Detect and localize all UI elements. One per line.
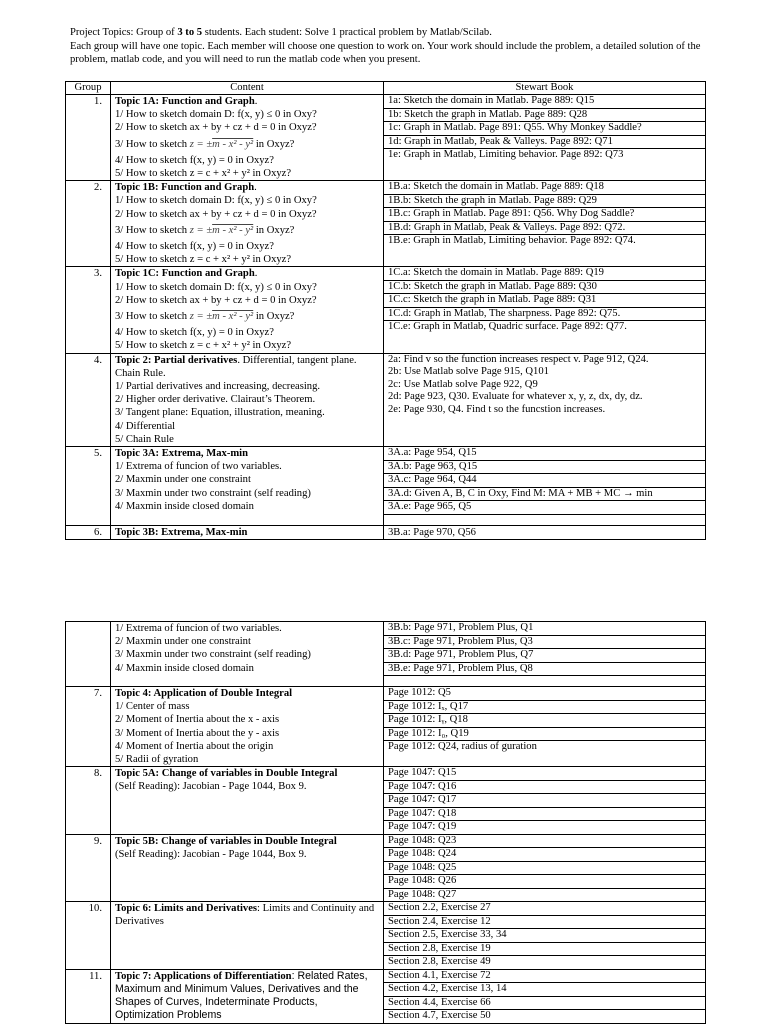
content-cell: Topic 3A: Extrema, Max-min 1/ Extrema of funcion of two variables. 2/ Maxmin under one constraint 3/ Maxmin under two constraint (self reading) 4/ Maxmin inside closed domain: [111, 447, 384, 526]
topic-title: Topic 3A: Extrema, Max-min: [115, 448, 249, 460]
book-cell: 1B.a: Sketch the domain in Matlab. Page 889: Q18 1B.b: Sketch the graph in Matlab. Page 889: Q29 1B.c: Graph in Matlab. Page 891: Q56. Why Dog Saddle? 1B.d: Graph in Matlab, Peak & Valleys. Page 892: Q72. 1B.e: Graph in Matlab, Limiting behavior. Page 892: Q74.: [384, 181, 706, 267]
table-row: [66, 95, 706, 181]
table-row: [66, 902, 706, 970]
group-number: 7.: [66, 687, 111, 767]
book-cell: 1C.a: Sketch the domain in Matlab. Page 889: Q19 1C.b: Sketch the graph in Matlab. Page 889: Q30 1C.c: Sketch the graph in Matlab. Page 889: Q31 1C.d: Graph in Matlab, The sharpness. Page 892: Q75. 1C.e: Graph in Matlab, Quadric surface. Page 892: Q77.: [384, 267, 706, 353]
book-cell: Page 1047: Q15 Page 1047: Q16 Page 1047: Q17 Page 1047: Q18 Page 1047: Q19: [384, 767, 706, 835]
table-row: [66, 767, 706, 835]
content-cell: 1/ Extrema of funcion of two variables. 2/ Maxmin under one constraint 3/ Maxmin under two constraint (self reading) 4/ Maxmin inside closed domain: [111, 622, 384, 687]
formula: z = ±m - x² - y²: [189, 224, 254, 236]
group-number: 3.: [66, 267, 111, 353]
content-cell: Topic 5A: Change of variables in Double Integral (Self Reading): Jacobian - Page 1044, Box 9.: [111, 767, 384, 835]
group-number: 9.: [66, 834, 111, 902]
formula: z = ±m - x² - y²: [189, 311, 254, 323]
table-row: [66, 353, 706, 446]
topics-table-page-2: [65, 621, 706, 1024]
book-cell: 3A.a: Page 954, Q15 3A.b: Page 963, Q15 3A.c: Page 964, Q44 3A.d: Given A, B, C in Oxy, Find M: MA + MB + MC → min 3A.e: Page 965, Q5: [384, 447, 706, 526]
header-group: Group: [66, 82, 111, 95]
group-number: 8.: [66, 767, 111, 835]
topic-title: Topic 1C: Function and Graph: [115, 268, 255, 280]
content-cell: Topic 6: Limits and Derivatives: Limits and Continuity and Derivatives: [111, 902, 384, 970]
intro: [70, 26, 710, 67]
content-cell: Topic 1A: Function and Graph. 1/ How to sketch domain D: f(x, y) ≤ 0 in Oxy? 2/ How to sketch ax + by + cz + d = 0 in Oxyz? 3/ How to sketch z = ±m - x² - y² in Oxyz? 4/ How to sketch f(x, y) = 0 in Oxyz? 5/ How to sketch z = c + x² + y² in Oxyz?: [111, 95, 384, 181]
content-cell: Topic 5B: Change of variables in Double Integral (Self Reading): Jacobian - Page 1044, Box 9.: [111, 834, 384, 902]
group-number: 11.: [66, 969, 111, 1023]
content-cell: Topic 2: Partial derivatives. Differential, tangent plane. Chain Rule. 1/ Partial derivatives and increasing, decreasing. 2/ Higher order derivative. Clairaut’s Theorem. 3/ Tangent plane: Equation, illustration, meaning. 4/ Differential 5/ Chain Rule: [111, 353, 384, 446]
group-number: 10.: [66, 902, 111, 970]
topic-title: Topic 1A: Function and Graph: [115, 96, 255, 107]
book-cell: Section 4.1, Exercise 72 Section 4.2, Exercise 13, 14 Section 4.4, Exercise 66 Section 4.7, Exercise 50: [384, 969, 706, 1023]
book-cell: Section 2.2, Exercise 27 Section 2.4, Exercise 12 Section 2.5, Exercise 33, 34 Section 2.8, Exercise 19 Section 2.8, Exercise 49: [384, 902, 706, 970]
header-content: Content: [111, 82, 384, 95]
content-cell: Topic 4: Application of Double Integral 1/ Center of mass 2/ Moment of Inertia about the x - axis 3/ Moment of Inertia about the y - axis 4/ Moment of Inertia about the origin 5/ Radii of gyration: [111, 687, 384, 767]
book-cell: 3B.b: Page 971, Problem Plus, Q1 3B.c: Page 971, Problem Plus, Q3 3B.d: Page 971, Problem Plus, Q7 3B.e: Page 971, Problem Plus, Q8: [384, 622, 706, 687]
topic-title: Topic 2: Partial derivatives: [115, 354, 238, 366]
topic-title: Topic 3B: Extrema, Max-min: [115, 527, 248, 539]
topic-title: Topic 1B: Function and Graph: [115, 182, 255, 194]
header-book: Stewart Book: [384, 82, 706, 95]
table-row: [66, 687, 706, 767]
table-row: [66, 447, 706, 526]
formula: z = ±m - x² - y²: [189, 138, 254, 150]
intro-line-2: Each group will have one topic. Each member will choose one question to work on. Your work should include the problem, a detailed solution of the problem, matlab code, and you will need to run the matlab code when you present.: [70, 40, 701, 65]
content-cell: Topic 7: Applications of Differentiation: Related Rates, Maximum and Minimum Values, Derivatives and the Shapes of Curves, Indeterminate Products, Optimization Problems: [111, 969, 384, 1023]
topic-title: Topic 4: Application of Double Integral: [115, 688, 293, 699]
content-cell: Topic 1B: Function and Graph. 1/ How to sketch domain D: f(x, y) ≤ 0 in Oxy? 2/ How to sketch ax + by + cz + d = 0 in Oxyz? 3/ How to sketch z = ±m - x² - y² in Oxyz? 4/ How to sketch f(x, y) = 0 in Oxyz? 5/ How to sketch z = c + x² + y² in Oxyz?: [111, 181, 384, 267]
book-cell: 3B.a: Page 970, Q56: [384, 526, 706, 540]
group-number: 2.: [66, 181, 111, 267]
group-number: 5.: [66, 447, 111, 526]
topic-title: Topic 5B: Change of variables in Double Integral: [115, 835, 337, 847]
topic-title: Topic 7: Applications of Differentiation: [115, 970, 292, 982]
table-row: [66, 834, 706, 902]
table-row: [66, 267, 706, 353]
topics-table-page-1: [65, 81, 706, 540]
content-cell: [111, 526, 384, 540]
table-row: [66, 969, 706, 1023]
table-row: [66, 181, 706, 267]
book-cell: Page 1012: Q5 Page 1012: Iₓ, Q17 Page 1012: Iᵧ, Q18 Page 1012: I₀, Q19 Page 1012: Q24, radius of guration: [384, 687, 706, 767]
book-cell: 2a: Find v so the function increases respect v. Page 912, Q24. 2b: Use Matlab solve Page 915, Q101 2c: Use Matlab solve Page 922, Q9 2d: Page 923, Q30. Evaluate for whatever x, y, z, dx, dy, dz. 2e: Page 930, Q4. Find t so the funcstion increases.: [384, 353, 706, 446]
group-number: 4.: [66, 353, 111, 446]
group-number: [66, 622, 111, 687]
table-header-row: [66, 82, 706, 95]
intro-line-1: Project Topics: Group of 3 to 5 students. Each student: Solve 1 practical problem by Matlab/Scilab.: [70, 27, 492, 38]
topic-title: Topic 6: Limits and Derivatives: [115, 903, 258, 915]
topic-title: Topic 5A: Change of variables in Double Integral: [115, 768, 338, 780]
content-cell: Topic 1C: Function and Graph. 1/ How to sketch domain D: f(x, y) ≤ 0 in Oxy? 2/ How to sketch ax + by + cz + d = 0 in Oxyz? 3/ How to sketch z = ±m - x² - y² in Oxyz? 4/ How to sketch f(x, y) = 0 in Oxyz? 5/ How to sketch z = c + x² + y² in Oxyz?: [111, 267, 384, 353]
group-number: 6.: [66, 526, 111, 540]
group-number: 1.: [66, 95, 111, 181]
table-row: [66, 526, 706, 540]
table-row: [66, 622, 706, 687]
book-cell: Page 1048: Q23 Page 1048: Q24 Page 1048: Q25 Page 1048: Q26 Page 1048: Q27: [384, 834, 706, 902]
book-cell: 1a: Sketch the domain in Matlab. Page 889: Q15 1b: Sketch the graph in Matlab. Page 889: Q28 1c: Graph in Matlab. Page 891: Q55. Why Monkey Saddle? 1d: Graph in Matlab, Peak & Valleys. Page 892: Q71 1e: Graph in Matlab, Limiting behavior. Page 892: Q73: [384, 95, 706, 181]
